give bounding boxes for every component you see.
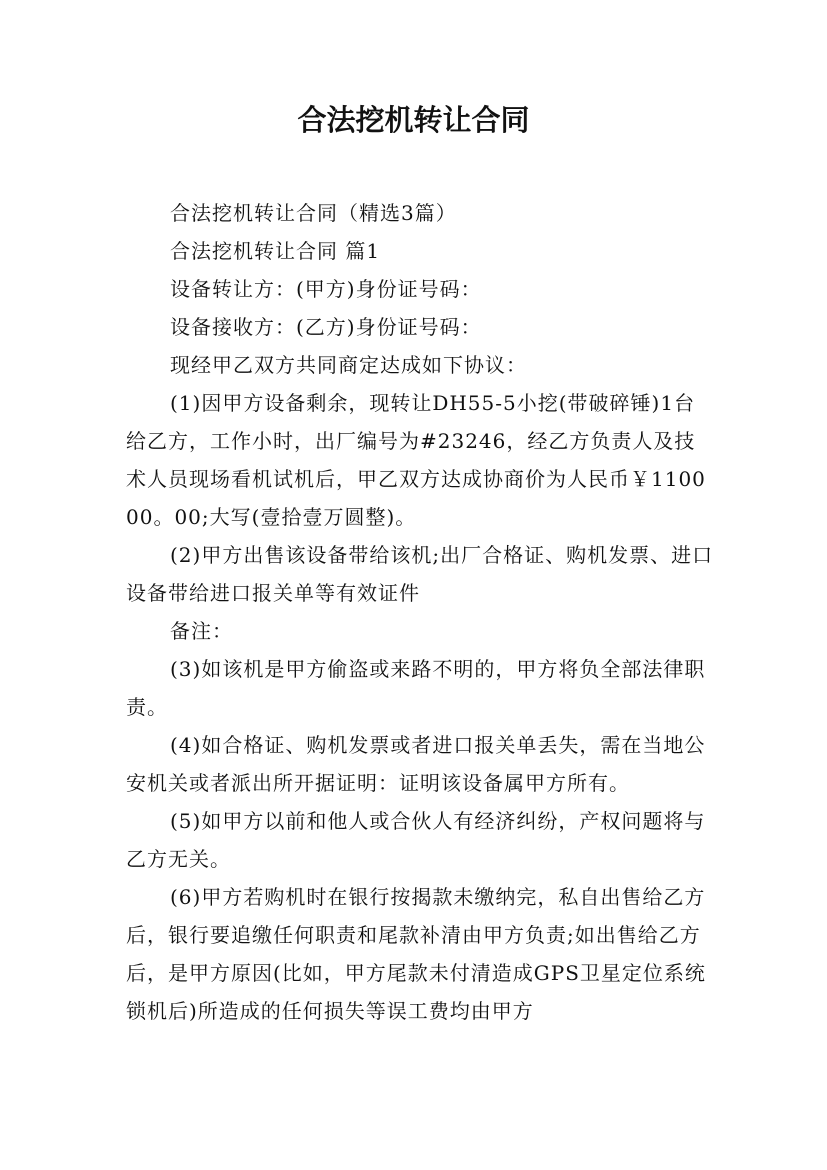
paragraph-receiver: 设备接收方：(乙方)身份证号码： — [170, 315, 482, 339]
document-title: 合法挖机转让合同 — [297, 103, 530, 137]
paragraph-transferor: 设备转让方：(甲方)身份证号码： — [170, 277, 482, 301]
paragraph-clause-2: (2)甲方出售该设备带给该机;出厂合格证、购机发票、进口设备带给进口报关单等有效证件 — [126, 543, 714, 605]
paragraph-remark: 备注： — [170, 619, 233, 643]
document-body — [126, 194, 714, 1030]
paragraph-section-title: 合法挖机转让合同 篇1 — [170, 239, 381, 263]
paragraph-clause-6: (6)甲方若购机时在银行按揭款未缴纳完，私自出售给乙方后，银行要追缴任何职责和尾款补清由甲方负责;如出售给乙方后，是甲方原因(比如，甲方尾款未付清造成GPS卫星定位系统锁机后)所造成的任何损失等误工费均由甲方 — [126, 885, 706, 1023]
paragraph-collection-title: 合法挖机转让合同（精选3篇） — [170, 201, 457, 225]
paragraph-clause-5: (5)如甲方以前和他人或合伙人有经济纠纷，产权问题将与乙方无关。 — [126, 809, 706, 871]
paragraph-clause-1: (1)因甲方设备剩余，现转让DH55-5小挖(带破碎锤)1台给乙方，工作小时，出厂编号为#23246，经乙方负责人及技术人员现场看机试机后，甲乙双方达成协商价为人民币￥110000。00;大写(壹拾壹万圆整)。 — [126, 391, 706, 529]
paragraph-clause-4: (4)如合格证、购机发票或者进口报关单丢失，需在当地公安机关或者派出所开据证明：证明该设备属甲方所有。 — [126, 733, 706, 795]
paragraph-clause-3: (3)如该机是甲方偷盗或来路不明的，甲方将负全部法律职责。 — [126, 657, 706, 719]
paragraph-agreement-intro: 现经甲乙双方共同商定达成如下协议： — [170, 353, 527, 377]
